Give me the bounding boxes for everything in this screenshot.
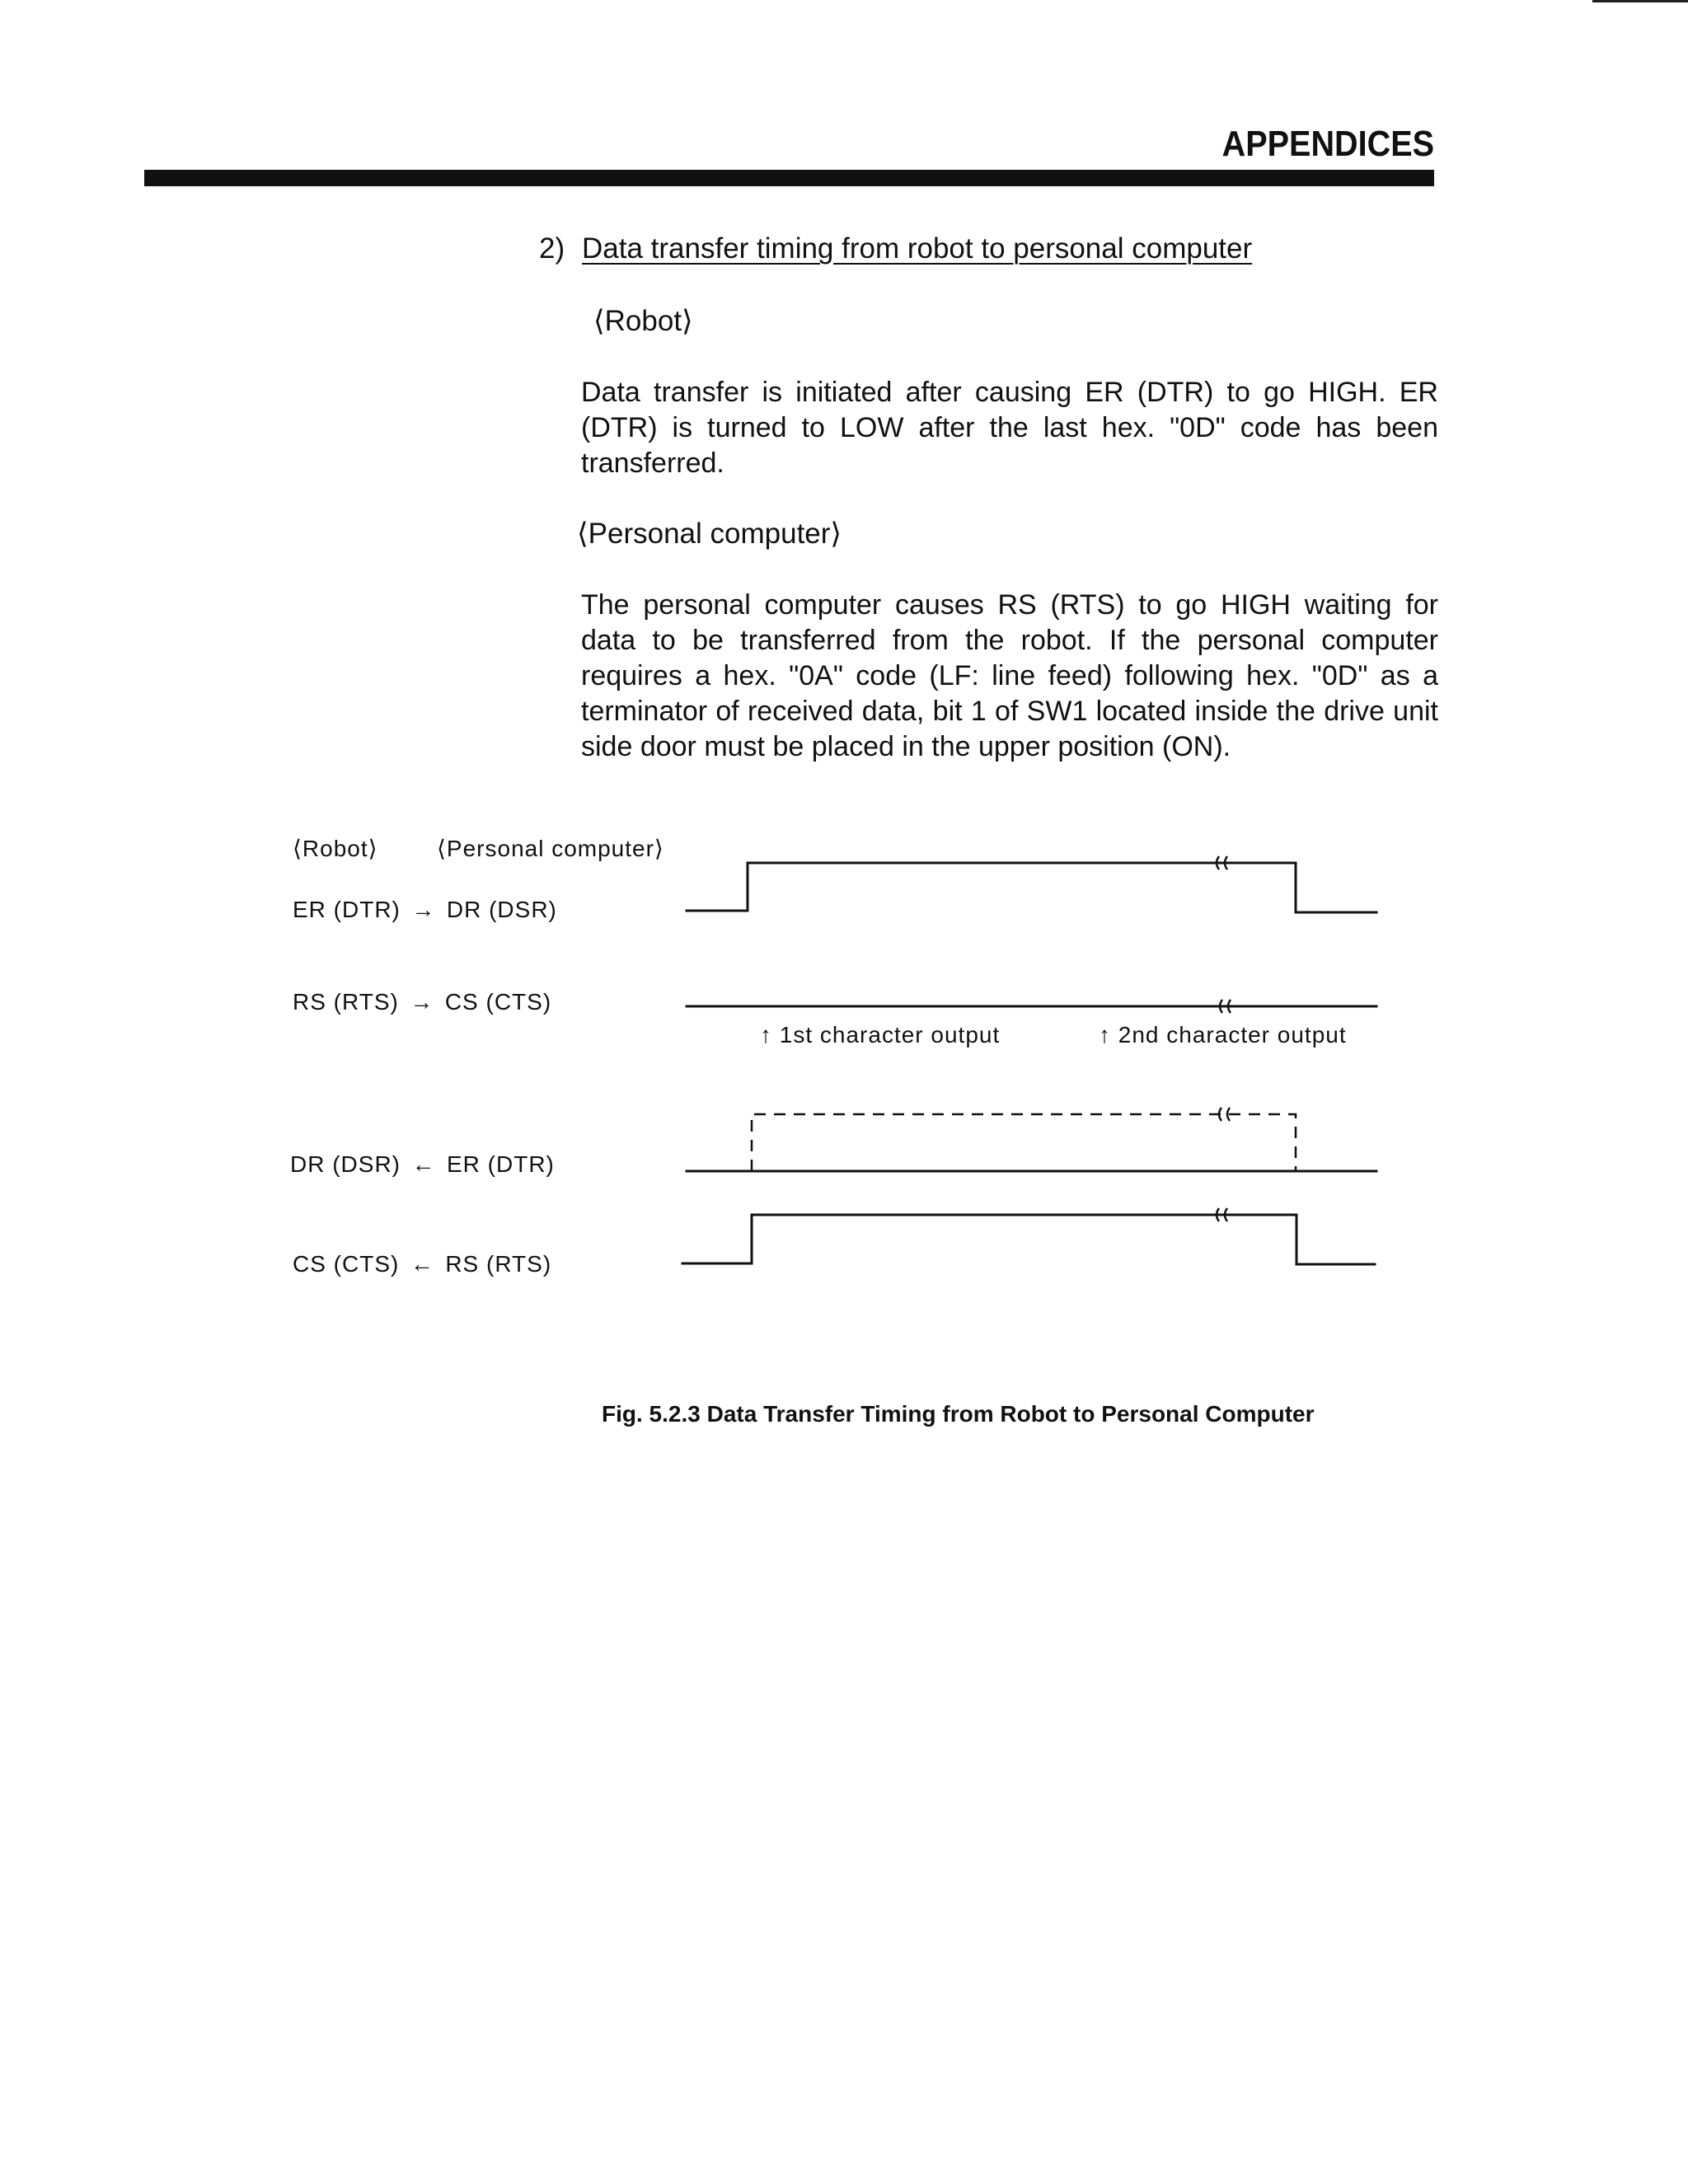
robot-label: ⟨Robot⟩: [593, 305, 693, 337]
waveform-cs-rs: [682, 1215, 1375, 1264]
left-arrow-icon: ←: [410, 1251, 434, 1277]
section-number: 2): [539, 232, 565, 265]
diagram-column-pc: ⟨Personal computer⟩: [437, 836, 664, 861]
signal-right: CS (CTS): [444, 989, 552, 1015]
header-title: APPENDICES: [1221, 124, 1434, 164]
right-arrow-icon: →: [411, 897, 436, 922]
section-title: Data transfer timing from robot to personal computer: [582, 232, 1253, 265]
marker-second-character: ↑ 2nd character output: [1099, 1022, 1347, 1047]
right-arrow-icon: →: [410, 989, 434, 1015]
signal-left: CS (CTS): [293, 1251, 400, 1277]
waveform-er-dr: [687, 863, 1376, 912]
signal-right: RS (RTS): [445, 1251, 552, 1277]
pc-label: ⟨Personal computer⟩: [577, 518, 842, 550]
signal-right: ER (DTR): [447, 1151, 555, 1177]
robot-paragraph: Data transfer is initiated after causing ER (DTR) to go HIGH. ER (DTR) is turned to LOW after the last hex. "0D" code has been transferred.: [581, 377, 1438, 479]
marker-first-character: ↑ 1st character output: [760, 1022, 1001, 1047]
diagram-column-robot: ⟨Robot⟩: [293, 836, 378, 861]
pc-paragraph: The personal computer causes RS (RTS) to go HIGH waiting for data to be transferred from the robot. If the personal computer requires a hex. "0A" code (LF: line feed) following hex. "0D" as a terminator of received data, bit 1 of SW1 located inside the drive unit side door must be placed in the upper position (ON).: [581, 589, 1438, 762]
signal-left: DR (DSR): [290, 1151, 401, 1177]
figure-caption: Fig. 5.2.3 Data Transfer Timing from Robot to Personal Computer: [602, 1401, 1315, 1427]
signal-left: ER (DTR): [293, 897, 401, 922]
left-arrow-icon: ←: [411, 1151, 436, 1177]
signal-right: DR (DSR): [446, 897, 557, 922]
break-marks: [1217, 856, 1231, 1221]
dashed-pulse: [752, 1114, 1296, 1171]
signal-left: RS (RTS): [293, 989, 399, 1015]
